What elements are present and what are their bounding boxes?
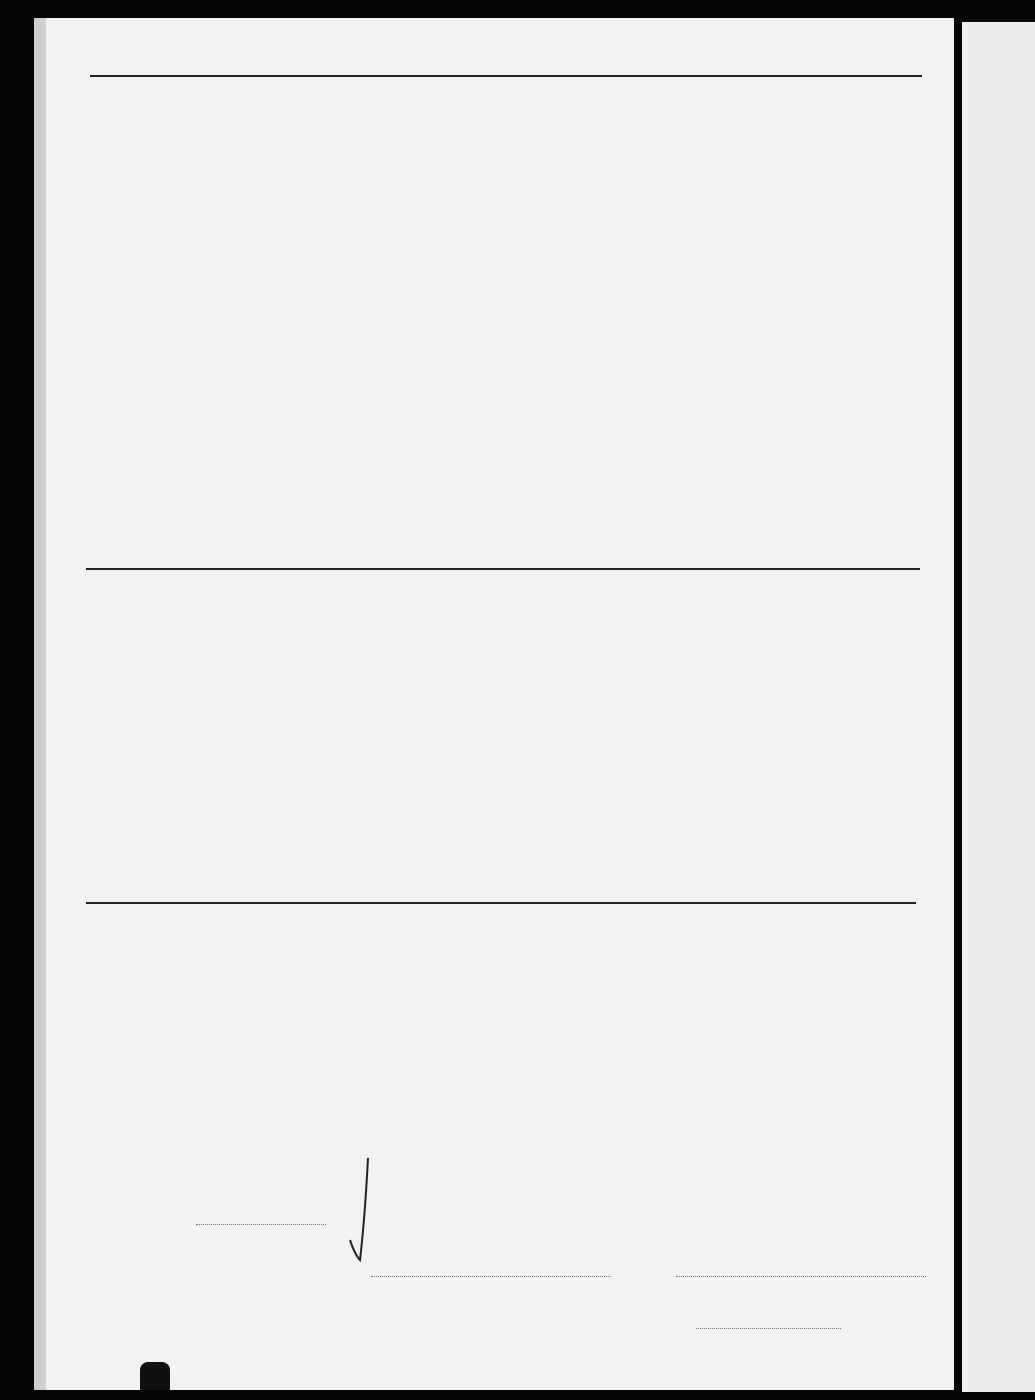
- pen-stroke: [346, 1156, 386, 1266]
- facing-page: [962, 22, 1035, 1392]
- page-edges: [34, 18, 46, 1390]
- owner-name-line: [371, 1276, 611, 1278]
- owner-address-line: [676, 1276, 926, 1278]
- rule: [86, 568, 920, 570]
- rule: [90, 75, 922, 77]
- date-line: [196, 1224, 326, 1226]
- rule: [86, 902, 916, 904]
- binder-clip: [140, 1362, 170, 1390]
- form-page: [46, 18, 954, 1390]
- signature-line: [696, 1328, 841, 1330]
